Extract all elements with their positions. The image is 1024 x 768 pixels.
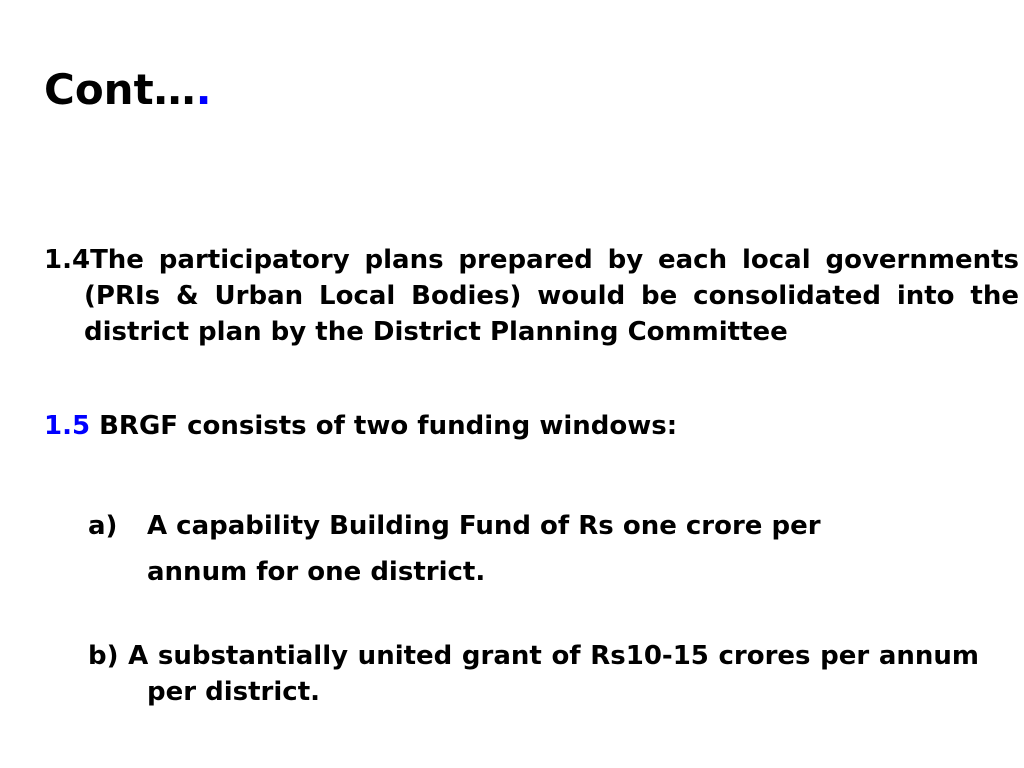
- paragraph-1-5: [44, 408, 979, 444]
- paragraph-1-5-number: 1.5: [44, 411, 91, 441]
- slide-title-text: Cont…: [44, 65, 196, 114]
- list-item-a-line-2: [88, 549, 948, 595]
- list-item-a-text-2: annum for one district.: [147, 557, 486, 587]
- slide-title-dot: .: [195, 65, 212, 114]
- paragraph-1-5-text: BRGF consists of two funding windows:: [90, 411, 678, 441]
- list-item-b: b) A substantially united grant of Rs10-15 crores per annum per district.: [88, 641, 979, 707]
- list-item-a-marker: a): [88, 511, 118, 541]
- paragraph-1-4-text: The participatory plans prepared by each local governments (PRIs & Urban Local Bodies) would be consolidated into the district plan by the District Planning Committee: [84, 245, 1019, 347]
- list-item-a: [88, 503, 948, 595]
- list-item-a-text-1: A capability Building Fund of Rs one crore per: [147, 511, 821, 541]
- slide-title: [44, 62, 212, 118]
- paragraph-1-4-number: 1.4: [44, 245, 91, 275]
- list-item-a-line-1: [88, 503, 948, 549]
- paragraph-1-4: [44, 242, 1019, 350]
